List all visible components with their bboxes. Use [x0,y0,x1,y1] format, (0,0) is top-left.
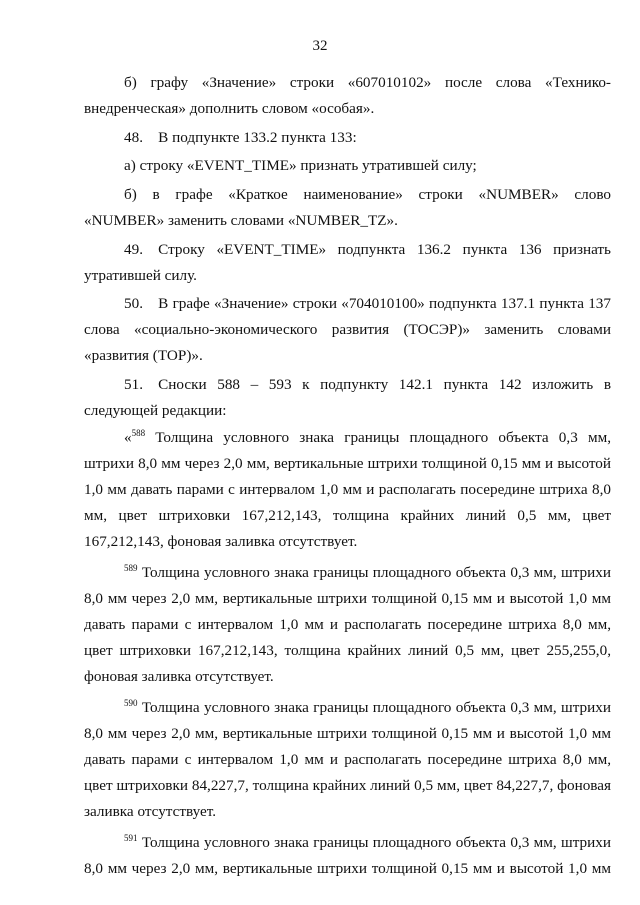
paragraph-item-48b: б) в графе «Краткое наименование» строки «NUMBER» слово «NUMBER» заменить словами «NUMBER_TZ». [84,186,611,229]
paragraph-item-51: 51. Сноски 588 – 593 к подпункту 142.1 пункта 142 изложить в следующей редакции: [84,375,611,419]
footnote-590 [84,695,611,824]
footnote-588 [84,425,611,554]
footnote-589-mark: 589 [124,563,138,574]
footnote-591-mark: 591 [124,833,138,844]
paragraph-item-50: 50. В графе «Значение» строки «704010100» подпункта 137.1 пункта 137 слова «социально-экономического развития (ТОСЭР)» заменить словами «развития (ТОР)». [84,295,611,364]
page-number: 32 [312,38,328,54]
footnote-590-mark: 590 [124,698,138,709]
footnote-590-text: Толщина условного знака границы площадного объекта 0,3 мм, штрихи 8,0 мм через 2,0 мм, вертикальные штрихи толщиной 0,15 мм и высотой 1,0 мм давать парами с интервалом 1,0 мм и располагать посередине штриха 8,0 мм, цвет штриховки 84,227,7, толщина крайних линий 0,5 мм, цвет 84,227,7, фоновая заливка отсутствует. [84,699,611,820]
paragraph-graph-value: б) графу «Значение» строки «607010102» после слова «Технико-внедренческая» дополнить словом «особая». [84,74,611,117]
footnote-589-text: Толщина условного знака границы площадного объекта 0,3 мм, штрихи 8,0 мм через 2,0 мм, вертикальные штрихи толщиной 0,15 мм и высотой 1,0 мм давать парами с интервалом 1,0 мм и располагать посередине штриха 8,0 мм, цвет штриховки 167,212,143, толщина крайних линий 0,5 мм, цвет 255,255,0, фоновая заливка отсутствует. [84,564,611,685]
footnote-588-mark: 588 [131,428,146,439]
footnote-589 [84,560,611,689]
footnote-591 [84,830,611,882]
footnote-588-text: Толщина условного знака границы площадного объекта 0,3 мм, штрихи 8,0 мм через 2,0 мм, вертикальные штрихи толщиной 0,15 мм и высотой 1,0 мм давать парами с интервалом 1,0 мм и располагать посередине штриха 8,0 мм, цвет штриховки 167,212,143, толщина крайних линий 0,5 мм, цвет 167,212,143, фоновая заливка отсутствует. [84,429,611,550]
paragraph-item-48a: а) строку «EVENT_TIME» признать утратившей силу; [124,157,477,175]
paragraph-item-48: 48. В подпункте 133.2 пункта 133: [124,128,357,146]
footnote-588-prefix: « [124,429,132,447]
document-body [84,70,611,882]
footnote-591-text: Толщина условного знака границы площадного объекта 0,3 мм, штрихи 8,0 мм через 2,0 мм, вертикальные штрихи толщиной 0,15 мм и высотой 1,0 мм [84,834,611,878]
paragraph-item-49: 49. Строку «EVENT_TIME» подпункта 136.2 пункта 136 признать утратившей силу. [84,240,611,284]
